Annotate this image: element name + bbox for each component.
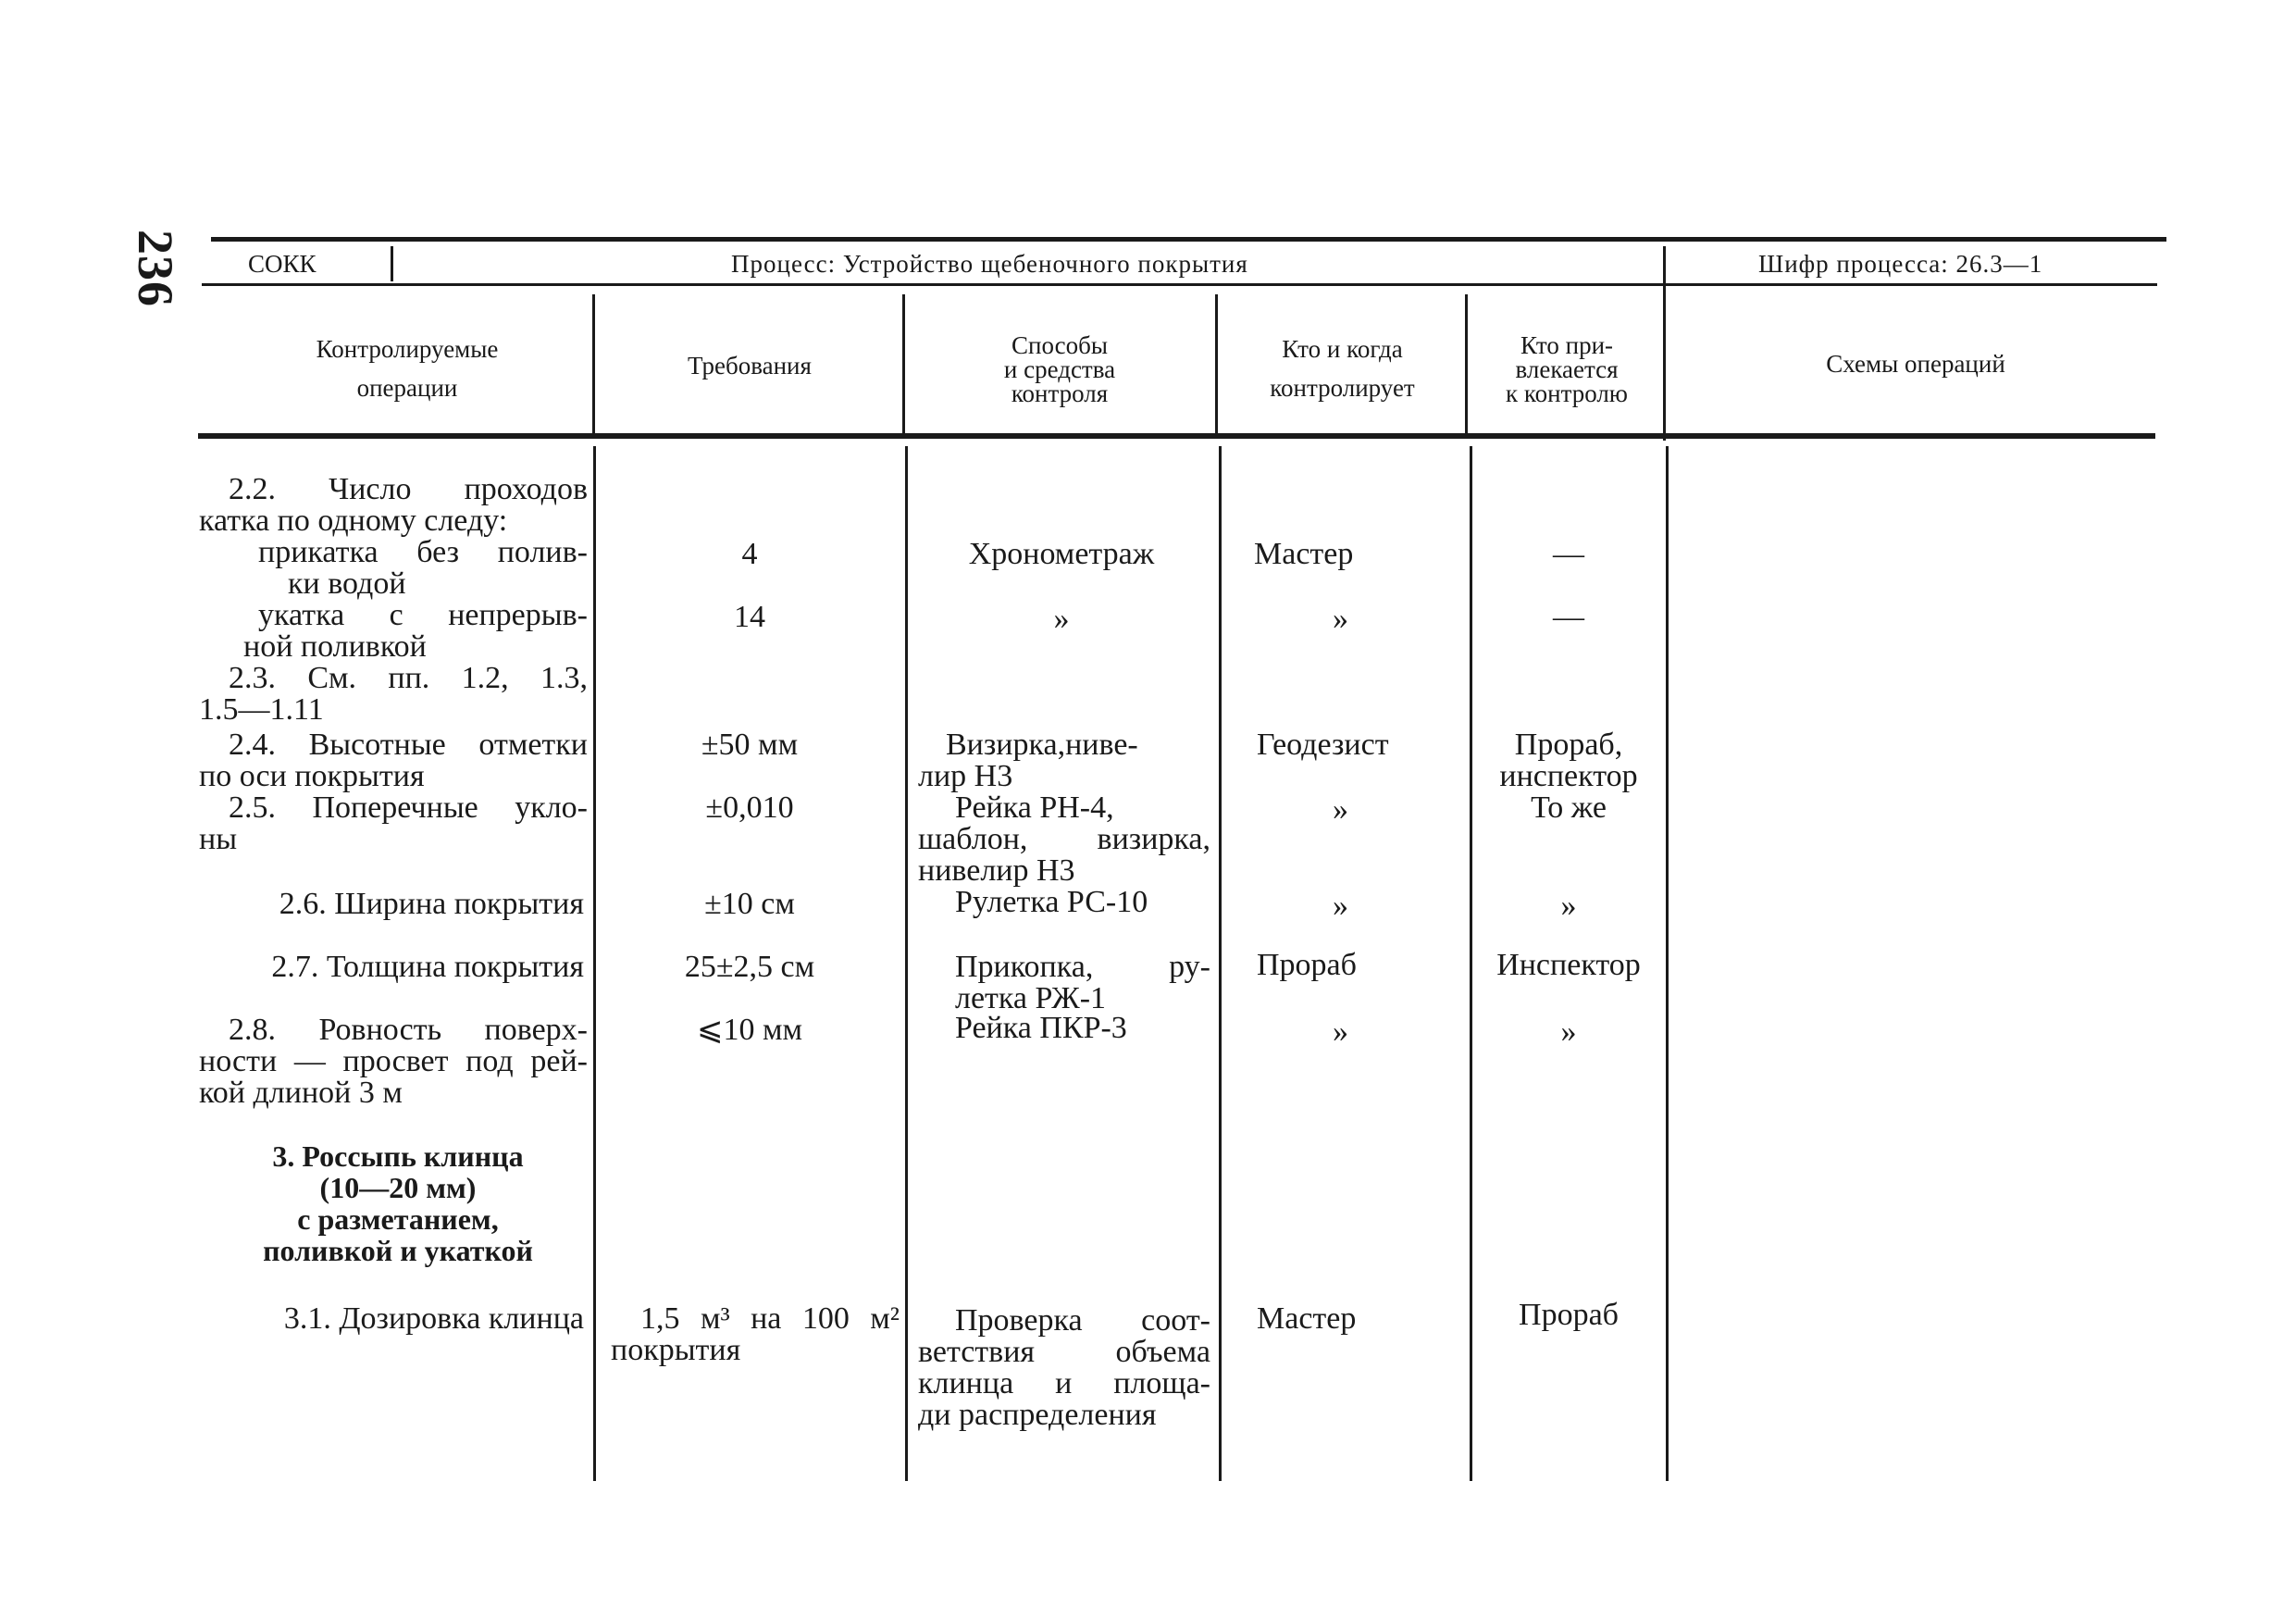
row-2-7-operation: 2.7. Толщина покрытия	[271, 950, 584, 984]
row-2-5-requirement: ±0,010	[705, 790, 794, 825]
row-2-6-requirement: ±10 см	[704, 887, 795, 921]
row-2-2b-involved: —	[1553, 600, 1584, 634]
row-2-8-involved: »	[1560, 1014, 1577, 1049]
row-2-2a-involved: —	[1553, 537, 1584, 571]
row-2-4-who: Геодезист	[1257, 728, 1389, 762]
row-2-6-method: Рулетка РС-10	[955, 885, 1148, 919]
row-3-1-requirement: 1,5 м³ на 100 м² покрытия	[611, 1301, 900, 1367]
row-2-7-who: Прораб	[1257, 948, 1357, 982]
col-head-who-when: Кто и когда контролирует	[1270, 335, 1415, 402]
row-2-2a-method: Хронометраж	[968, 537, 1155, 571]
row-3-1-method: Проверка соот- ветствия объема клинца и площа- ди распределения	[918, 1303, 1210, 1432]
row-2-8-who: »	[1333, 1014, 1348, 1049]
row-2-6-operation: 2.6. Ширина покрытия	[279, 887, 584, 921]
row-2-3-operation: 2.3. См. пп. 1.2, 1.3, 1.5—1.11	[199, 661, 588, 727]
row-2-2b-method: »	[1053, 602, 1070, 636]
row-2-8-operation: 2.8. Ровность поверх- ности — просвет под рей- кой длиной 3 м	[199, 1013, 588, 1110]
row-2-7-method: Прикопка, ру- летка РЖ-1	[955, 950, 1210, 1015]
row-2-2a-who: Мастер	[1254, 537, 1354, 571]
row-3-1-involved: Прораб	[1519, 1298, 1619, 1332]
header-divider-left	[391, 246, 393, 281]
row-2-6-who: »	[1333, 889, 1348, 923]
row-2-4-involved: Прораб, инспектор	[1499, 728, 1638, 793]
row-2-5-who: »	[1333, 792, 1348, 827]
row-2-2a-operation: прикатка без полив- ки водой	[258, 535, 588, 601]
col-head-operations: Контролируемые операции	[316, 335, 499, 402]
section-3-heading: 3. Россыпь клинца (10—20 мм) с разметанием, поливкой и укаткой	[263, 1139, 533, 1267]
header-code: Шифр процесса: 26.3—1	[1758, 250, 2043, 278]
row-2-8-requirement: ⩽10 мм	[696, 1013, 803, 1047]
row-2-7-requirement: 25±2,5 см	[684, 950, 815, 984]
col-head-involved: Кто при- влекается к контролю	[1506, 331, 1628, 407]
row-2-5-involved: То же	[1531, 790, 1607, 825]
page-number: 236	[128, 230, 183, 307]
body-divider-3	[1219, 446, 1222, 1481]
top-rule	[211, 237, 2166, 242]
body-divider-2	[905, 446, 908, 1481]
head-divider-2	[902, 294, 905, 435]
row-2-4-method: Визирка,ниве- лир Н3	[918, 728, 1138, 793]
row-2-5-method: Рейка РН-4, шаблон, визирка, нивелир Н3	[918, 790, 1210, 888]
col-head-requirements: Требования	[688, 352, 812, 380]
row-3-1-who: Мастер	[1257, 1301, 1357, 1336]
row-2-4-requirement: ±50 мм	[701, 728, 799, 762]
row-2-8-method: Рейка ПКР-3	[955, 1011, 1127, 1045]
row-2-2b-who: »	[1333, 602, 1348, 636]
col-head-schemes: Схемы операций	[1826, 350, 2005, 378]
body-divider-1	[593, 446, 596, 1481]
head-divider-1	[592, 294, 595, 435]
row-2-2a-requirement: 4	[741, 537, 758, 571]
row-2-2b-requirement: 14	[734, 600, 765, 634]
head-divider-3	[1215, 294, 1218, 435]
head-divider-4	[1465, 294, 1468, 435]
row-2-2-operation: 2.2. Число проходов катка по одному следу:	[199, 472, 588, 538]
header-sokk: СОКК	[248, 250, 316, 278]
row-2-2b-operation: укатка с непрерыв- ной поливкой	[243, 598, 588, 664]
row-3-1-operation: 3.1. Дозировка клинца	[283, 1301, 584, 1336]
row-2-5-operation: 2.5. Поперечные укло- ны	[199, 790, 588, 856]
col-head-methods: Способы и средства контроля	[1003, 331, 1116, 407]
header-process: Процесс: Устройство щебеночного покрытия	[731, 250, 1248, 278]
row-2-7-involved: Инспектор	[1496, 948, 1641, 982]
row-2-4-operation: 2.4. Высотные отметки по оси покрытия	[199, 728, 588, 793]
head-bottom-rule	[198, 433, 2155, 439]
header-rule	[202, 283, 2157, 286]
body-divider-5	[1666, 446, 1669, 1481]
row-2-6-involved: »	[1560, 889, 1577, 923]
